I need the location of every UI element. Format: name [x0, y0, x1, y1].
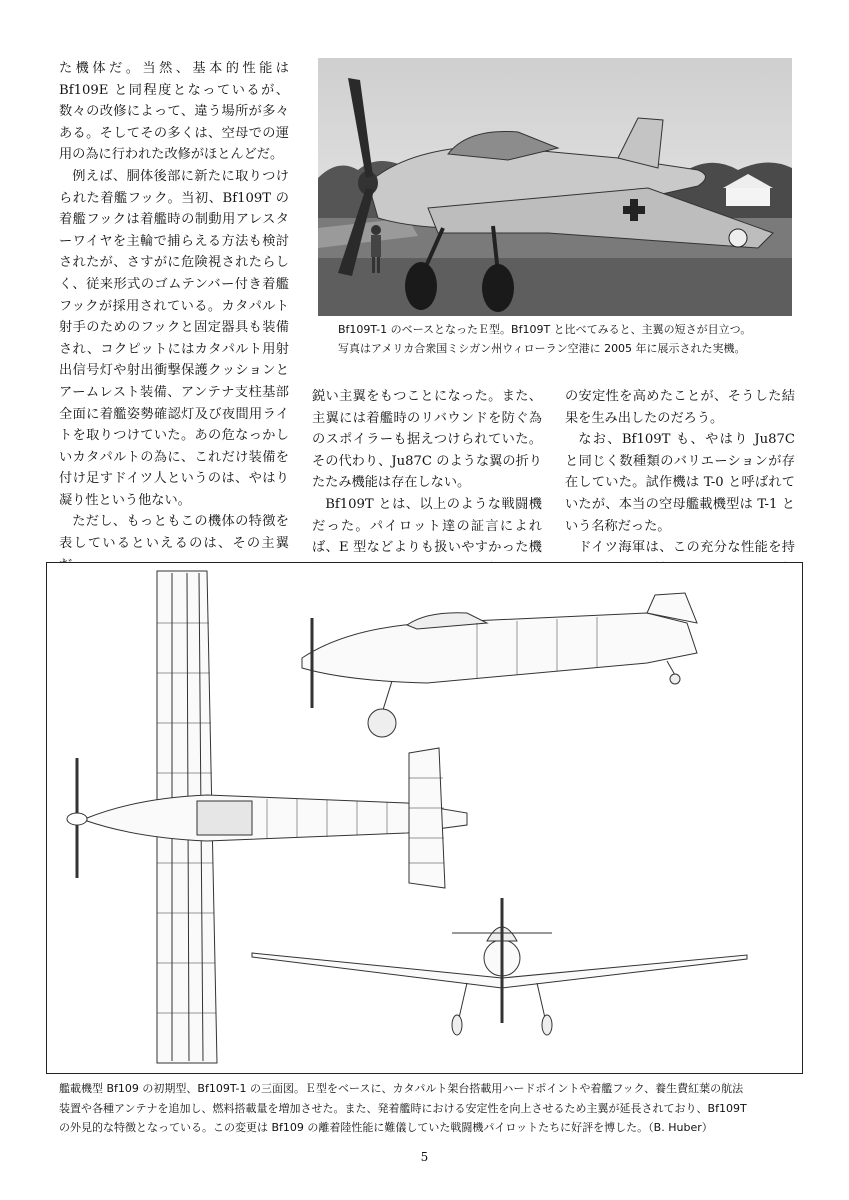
page-number: 5	[420, 1150, 429, 1164]
caption-line: Bf109T-1 のベースとなったＥ型。Bf109T と比べてみると、主翼の短さが目立つ。	[338, 323, 752, 336]
paragraph: ただし、もっともこの機体の特徴を表しているといえるのは、その主翼	[59, 514, 289, 552]
paragraph: なお、Bf109T も、やはり Ju87C と同じく数種類のバリエーションが存在していた。試作機は T-0 と呼ばれていたが、本当の空母艦載機型は T-1 という名称だった。	[565, 432, 795, 534]
photo-caption	[338, 320, 798, 358]
caption-line: 装置や各種アンテナを追加し、燃料搭載量を増加させた。また、発着艦時における安定性を向上させるため主翼が延長されており、Bf109T	[59, 1101, 747, 1115]
caption-line: 写真はアメリカ合衆国ミシガン州ウィローラン空港に 2005 年に展示された実機。	[338, 342, 746, 355]
paragraph: Bf109T とは、以上のような戦闘機だった。パイロット達の証言によれば、E 型などよりも扱いやすかった機	[312, 496, 542, 556]
paragraph: 例えば、胴体後部に新たに取りつけられた着艦フック。当初、Bf109T の着艦フックは着艦時の制動用アレスターワイヤを主輪で捕らえる方法も検討されたが、さすがに危険視されたらしく、従来形式のゴムテンバー付き着艦フックが採用されている。カタパルト射手のためのフックと固定器具も装備され、コクピットにはカタパルト用射出信号灯や射出衝撃保護クッションとアームレスト装備、アンテナ支柱基部全面に着艦姿勢確認灯及び夜間用ライトを取りつけていた。あの危なっかしいカタパルトの為に、これだけ装備を付け足すドイツ人というのは、やはり凝り性という他ない。	[59, 168, 289, 508]
caption-line: の外見的な特徴となっている。この変更は Bf109 の離着陸性能に難儀していた戦闘機パイロットたちに好評を博した。（B. Huber）	[59, 1121, 713, 1135]
aircraft-photo	[318, 58, 792, 316]
paragraph: た機体だ。当然、基本的性能は Bf109E と同程度となっているが、数々の改修によって、違う場所が多々ある。そしてその多くは、空母での運用の為に行われた改修がほとんどだ。	[59, 61, 289, 163]
paragraph: の安定性を高めたことが、そうした結果を生み出したのだろう。	[565, 389, 795, 426]
drawing-caption	[59, 1079, 799, 1138]
side-view	[302, 593, 697, 737]
front-view	[252, 898, 747, 1035]
paragraph: ドイツ海軍は、この充分な性能を持	[578, 540, 795, 556]
three-view-drawing	[46, 562, 803, 1074]
paragraph: 鋭い主翼をもつことになった。また、主翼には着艦時のリバウンドを防ぐ為のスポイラーも据えつけられていた。その代わり、Ju87C のような翼の折りたたみ機能は存在しない。	[312, 389, 542, 491]
caption-line: 艦載機型 Bf109 の初期型、Bf109T-1 の三面図。Ｅ型をベースに、カタパルト架台搭載用ハードポイントや着艦フック、養生費紅葉の航法	[59, 1082, 744, 1095]
